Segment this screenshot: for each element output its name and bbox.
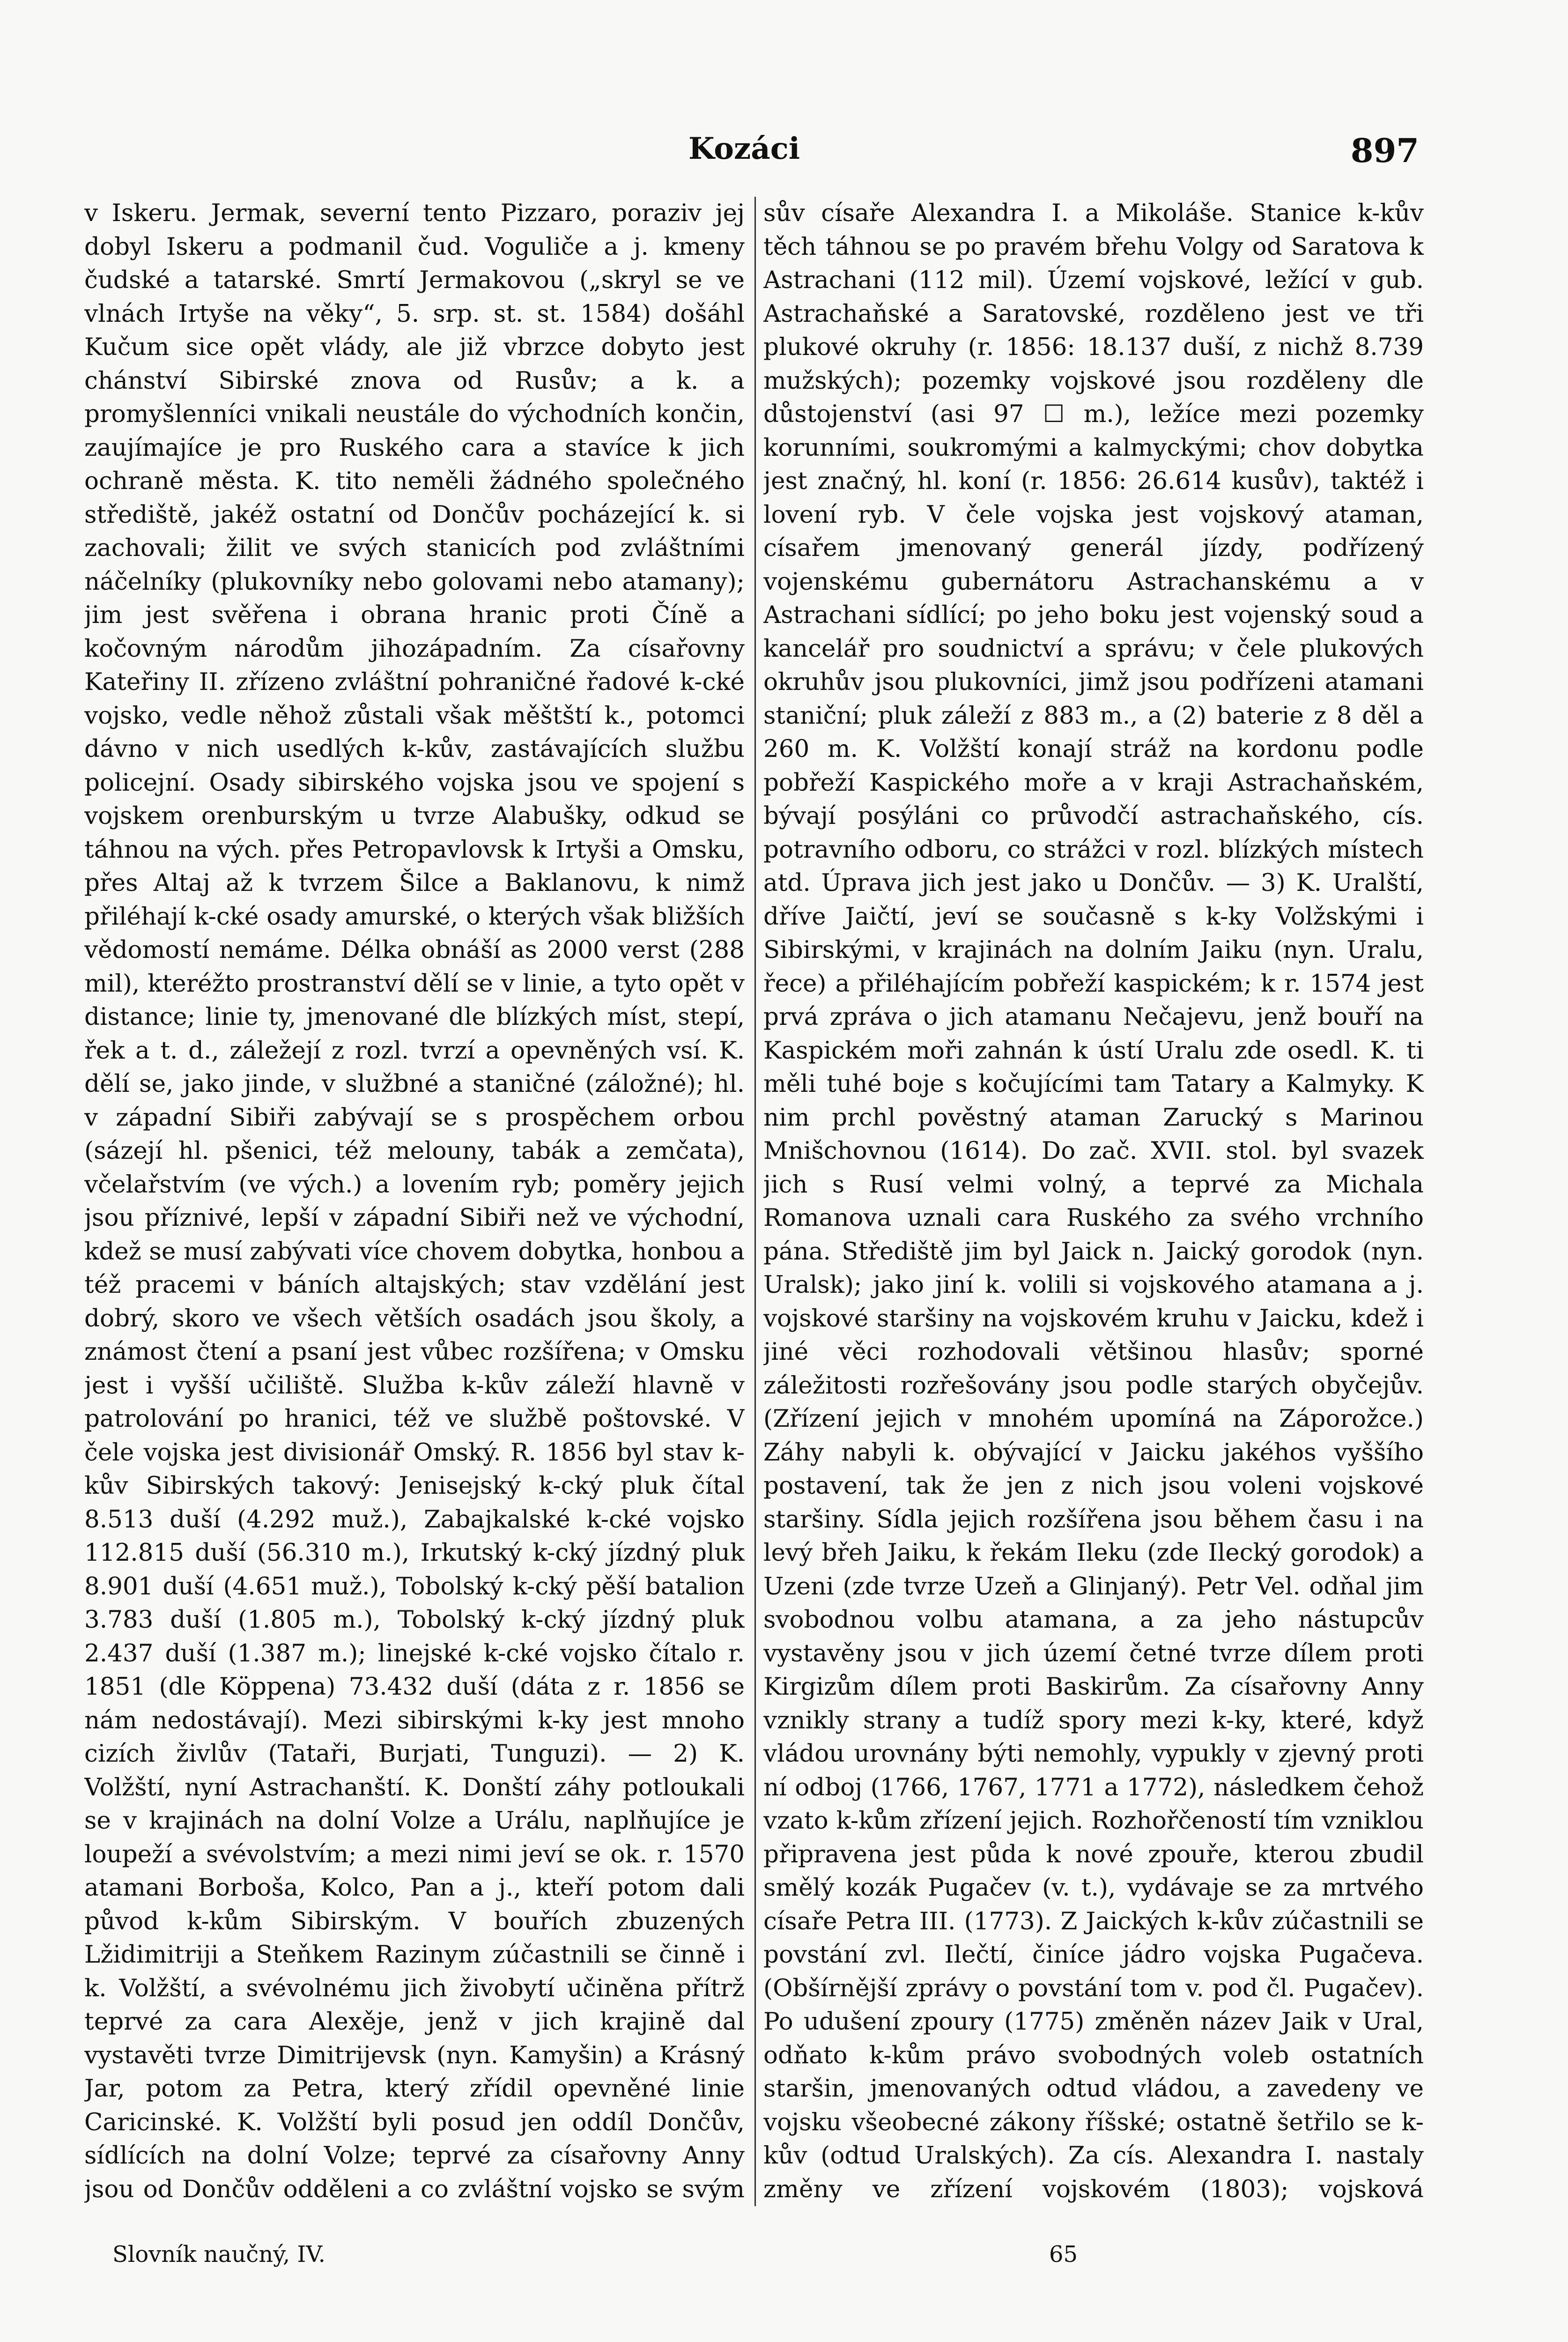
sheet-signature: 65 xyxy=(1049,2241,1078,2268)
left-column-text: v Iskeru. Jermak, severní tento Pizzaro, poraziv jej dobyl Iskeru a podmanil čud. Voguliče a j. kmeny čudské a tatarské. Smrtí Jermakovou („skryl se ve vlnách Irtyše na věky“, 5. srp. st. st. 1584) došáhl Kučum sice opět vlády, ale již vbrzce dobyto jest chánství Sibirské znova od Rusův; a k. a promyšlenníci vnikali neustále do východních končin, zaujímajíce je pro Ruského cara a stavíce k jich ochraně města. K. tito neměli žádného společného střediště, jakéž ostatní od Dončův pocházející k. si zachovali; žilit ve svých stanicích pod zvláštními náčelníky (plukovníky nebo golovami nebo atamany); jim jest svěřena i obrana hranic proti Číně a kočovným národům jihozápadním. Za císařovny Kateřiny II. zřízeno zvláštní pohraničné řadové k-cké vojsko, vedle něhož zůstali však měštští k., potomci dávno v nich usedlých k-kův, zastávajících službu policejní. Osady sibirského vojska jsou ve spojení s vojskem orenburským u tvrze Alabušky, odkud se táhnou na vých. přes Petropavlovsk k Irtyši a Omsku, přes Altaj až k tvrzem Šilce a Baklanovu, k nimž přiléhají k-cké osady amurské, o kterých však bližších vědomostí nemáme. Délka obnáší as 2000 verst (288 mil), kteréžto prostranství dělí se v linie, a tyto opět v distance; linie ty, jmenované dle blízkých míst, stepí, řek a t. d., záležejí z rozl. tvrzí a opevněných vsí. K. dělí se, jako jinde, v službné a staničné (záložné); hl. v západní Sibiři zabývají se s prospěchem orbou (sázejí hl. pšenici, též melouny, tabák a zemčata), včelařstvím (ve vých.) a lovením ryb; poměry jejich jsou příznivé, lepší v západní Sibiři než ve východní, kdež se musí zabývati více chovem dobytka, honbou a též pracemi v báních altajských; stav vzdělání jest dobrý, skoro ve všech větších osadách jsou školy, a známost čtení a psaní jest vůbec rozšířena; v Omsku jest i vyšší učiliště. Služba k-kův záleží hlavně v patrolování po hranici, též ve službě poštovské. V čele vojska jest divisionář Omský. R. 1856 byl stav k-kův Sibirských takový: Jenisejský k-cký pluk čítal 8.513 duší (4.292 muž.), Zabajkalské k-cké vojsko 112.815 duší (56.310 m.), Irkutský k-cký jízdný pluk 8.901 duší (4.651 muž.), Tobolský k-cký pěší batalion 3.783 duší (1.805 m.), Tobolský k-cký jízdný pluk 2.437 duší (1.387 m.); linejské k-cké vojsko čítalo r. 1851 (dle Köppena) 73.432 duší (dáta z r. 1856 se nám nedostávají). Mezi sibirskými k-ky jest mnoho cizích živlův (Tataři, Burjati, Tunguzi). — 2) K. Volžští, nyní Astrachanští. K. Donští záhy potloukali se v krajinách na dolní Volze a Urálu, naplňujíce je loupeží a svévolstvím; a mezi nimi jeví se ok. r. 1570 atamani Borboša, Kolco, Pan a j., kteří potom dali původ k-kům Sibirským. V bouřích zbuzených Lžidimitriji a Steňkem Razinym zúčastnili se činně i k. Volžští, a svévolnému jich živobytí učiněna přítrž teprvé za cara Alexěje, jenž v jich krajině dal vystavěti tvrze Dimitrijevsk (nyn. Kamyšin) a Krásný Jar, potom za Petra, který zřídil opevněné linie Caricinské. K. Volžští byli posud jen oddíl Dončův, sídlících na dolní Volze; teprvé za císařovny Anny jsou od Dončův odděleni a co zvláštní vojsko se svým xyxy=(84,199,745,2203)
running-title: Kozáci xyxy=(688,131,800,166)
column-divider xyxy=(754,197,756,2206)
right-column xyxy=(763,197,1424,2206)
page-header xyxy=(84,131,1419,183)
page-footer xyxy=(84,2241,1419,2279)
page-number: 897 xyxy=(1350,131,1419,170)
right-column-text: sův císaře Alexandra I. a Mikoláše. Stanice k-kův těch táhnou se po pravém břehu Volgy od Saratova k Astrachani (112 mil). Území vojskové, ležící v gub. Astrachaňské a Saratovské, rozděleno jest ve tři plukové okruhy (r. 1856: 18.137 duší, z nichž 8.739 mužských); pozemky vojskové jsou rozděleny dle důstojenství (asi 97 ☐ m.), ležíce mezi pozemky korunními, soukromými a kalmyckými; chov dobytka jest značný, hl. koní (r. 1856: 26.614 kusův), taktéž i lovení ryb. V čele vojska jest vojskový ataman, císařem jmenovaný generál jízdy, podřízený vojenskému gubernátoru Astrachanskému a v Astrachani sídlící; po jeho boku jest vojenský soud a kancelář pro soudnictví a správu; v čele plukových okruhův jsou plukovníci, jimž jsou podřízeni atamani staniční; pluk záleží z 883 m., a (2) baterie z 8 děl a 260 m. K. Volžští konají stráž na kordonu podle pobřeží Kaspického moře a v kraji Astrachaňském, bývají posýláni co průvodčí astrachaňského, cís. potravního odboru, co strážci v rozl. blízkých místech atd. Úprava jich jest jako u Dončův. — 3) K. Uralští, dříve Jaičtí, jeví se současně s k-ky Volžskými i Sibirskými, v krajinách na dolním Jaiku (nyn. Uralu, řece) a přiléhajícím pobřeží kaspickém; k r. 1574 jest prvá zpráva o jich atamanu Nečajevu, jenž bouří na Kaspickém moři zahnán k ústí Uralu zde osedl. K. ti měli tuhé boje s kočujícími tam Tatary a Kalmyky. K nim prchl pověstný ataman Zarucký s Marinou Mnišchovnou (1614). Do zač. XVII. stol. byl svazek jich s Rusí velmi volný, a teprvé za Michala Romanova uznali cara Ruského za svého vrchního pána. Střediště jim byl Jaick n. Jaický gorodok (nyn. Uralsk); jako jiní k. volili si vojskového atamana a j. vojskové staršiny na vojskovém kruhu v Jaicku, kdež i jiné věci rozhodovali většinou hlasův; sporné záležitosti rozřešovány jsou podle starých obyčejův. (Zřízení jejich v mnohém upomíná na Záporožce.) Záhy nabyli k. obývající v Jaicku jakéhos vyššího postavení, tak že jen z nich jsou voleni vojskové staršiny. Sídla jejich rozšířena jsou během času i na levý břeh Jaiku, k řekám Ileku (zde Ilecký gorodok) a Uzeni (zde tvrze Uzeň a Glinjaný). Petr Vel. odňal jim svobodnou volbu atamana, a za jeho nástupcův vystavěny jsou v jich území četné tvrze dílem proti Kirgizům dílem proti Baskirům. Za císařovny Anny vznikly strany a tudíž spory mezi k-ky, které, když vládou urovnány býti nemohly, vypukly v zjevný proti ní odboj (1766, 1767, 1771 a 1772), následkem čehož vzato k-kům zřízení jejich. Rozhořčeností tím vzniklou připravena jest půda k nové zpouře, kterou zbudil smělý kozák Pugačev (v. t.), vydávaje se za mrtvého císaře Petra III. (1773). Z Jaických k-kův zúčastnili se povstání zvl. Ilečtí, činíce jádro vojska Pugačeva. (Obšírnější zprávy o povstání tom v. pod čl. Pugačev). Po udušení zpoury (1775) změněn název Jaik v Ural, odňato k-kům právo svobodných voleb ostatních staršin, jmenovaných odtud vládou, a zavedeny ve vojsku všeobecné zákony říšské; ostatně šetřilo se k-kův (odtud Uralských). Za cís. Alexandra I. nastaly změny ve zřízení vojskovém (1803); vojsková xyxy=(763,199,1424,2203)
left-column xyxy=(84,197,745,2206)
source-note: Slovník naučný, IV. xyxy=(112,2241,325,2268)
